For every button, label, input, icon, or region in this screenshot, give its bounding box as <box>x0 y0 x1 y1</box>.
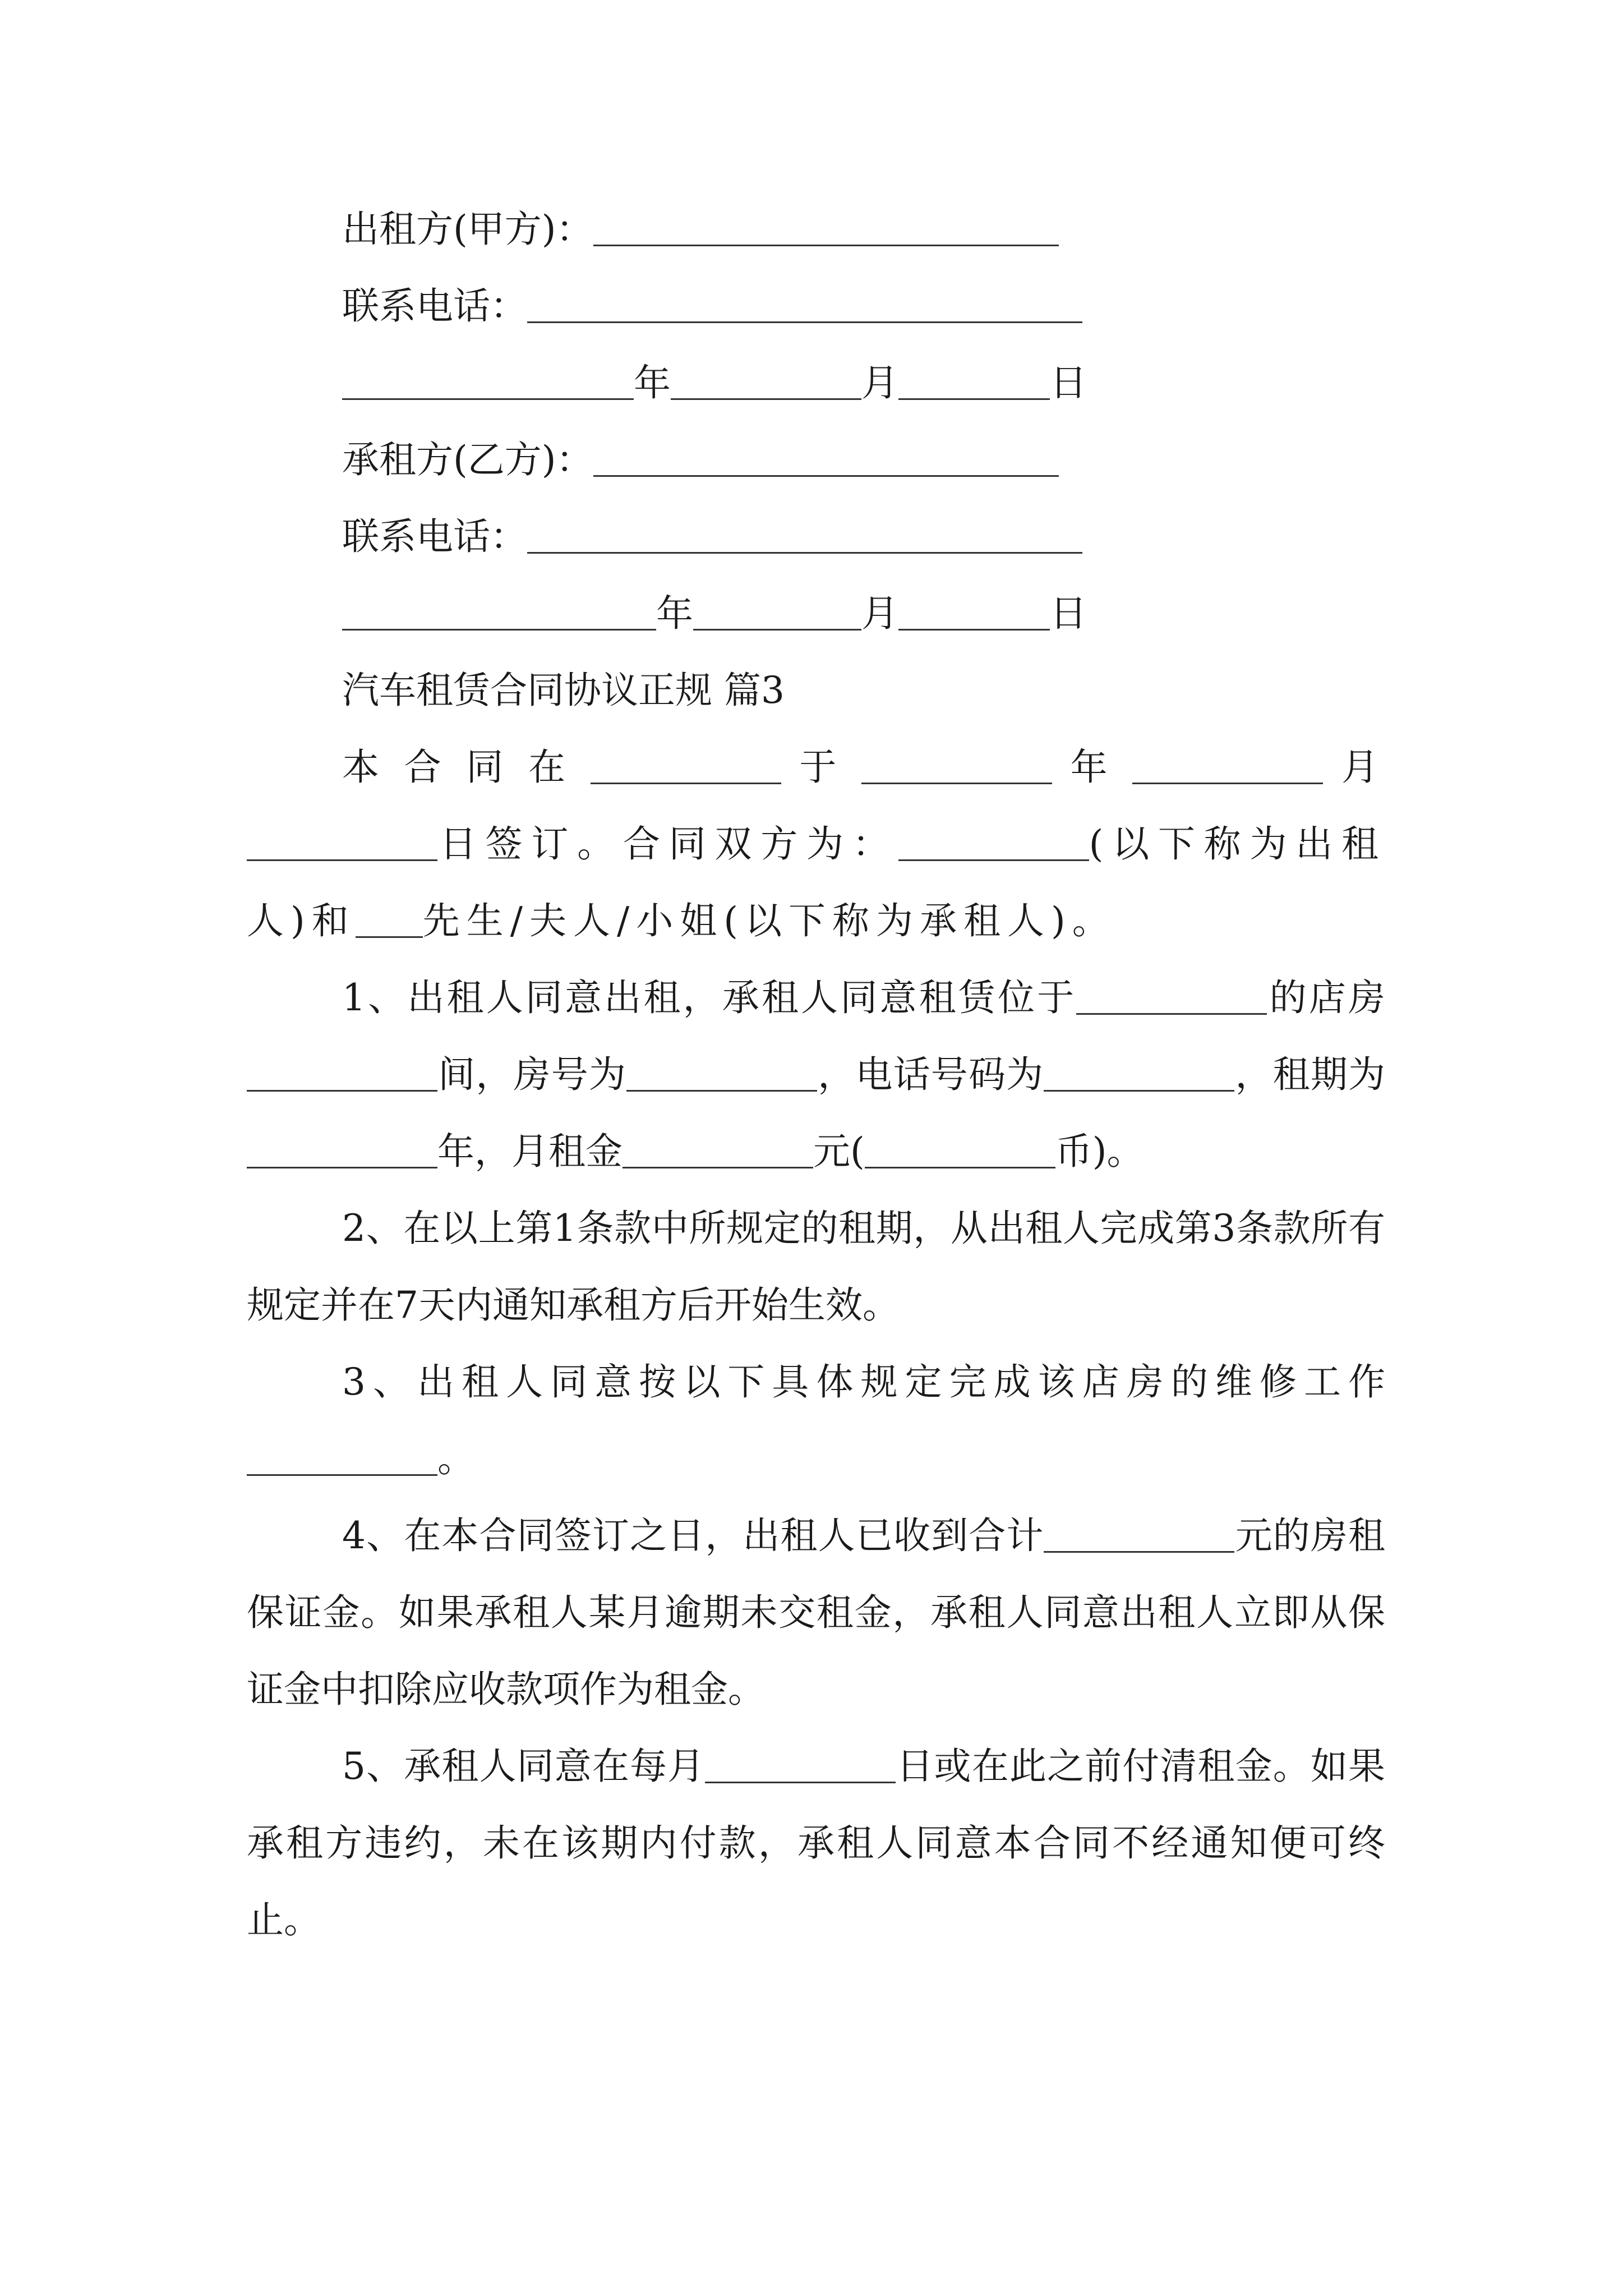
lessor-year-label: 年 <box>634 361 671 404</box>
lessee-label: 承租方(乙方)： <box>342 438 593 481</box>
lessor-phone-label: 联系电话： <box>342 284 527 328</box>
lessor-month-label: 月 <box>861 361 898 404</box>
lessor-label: 出租方(甲方)： <box>342 208 593 251</box>
rooms-blank[interactable] <box>247 1051 437 1092</box>
lessee-month-label: 月 <box>861 592 898 635</box>
clause-text: 4、在本合同签订之日，出租人已收到合计 <box>342 1514 1044 1557</box>
day-blank[interactable] <box>247 821 437 861</box>
clause-text: 日或在此之前付清租金。如果承租方违约，未在该期内付款，承租人同意本合同不经通知便可终止。 <box>247 1745 1385 1941</box>
clause-text: 5、承租人同意在每月 <box>342 1745 706 1788</box>
lessor-name-blank[interactable] <box>898 821 1089 861</box>
lessor-month-blank[interactable] <box>671 360 861 400</box>
intro-text: 本合同在 <box>342 746 591 789</box>
intro-text: 年 <box>1052 746 1133 789</box>
lessee-year-blank[interactable] <box>342 590 656 631</box>
clause-5 <box>247 1728 1385 1958</box>
lessee-phone-blank[interactable] <box>527 513 1082 554</box>
clause-2: 2、在以上第1条款中所规定的租期，从出租人完成第3条款所有规定并在7天内通知承租方后开始生效。 <box>247 1207 1385 1327</box>
clause-1 <box>247 959 1385 1190</box>
lessor-day-blank[interactable] <box>898 360 1050 400</box>
lessor-phone-blank[interactable] <box>527 283 1082 323</box>
intro-paragraph <box>247 729 1385 959</box>
repair-blank[interactable] <box>247 1435 437 1476</box>
clause-text: 间，房号为 <box>437 1053 627 1096</box>
lessor-day-label: 日 <box>1050 361 1087 404</box>
lessee-month-blank[interactable] <box>693 590 861 631</box>
clause-text: 。 <box>437 1437 474 1480</box>
section-title: 汽车租赁合同协议正规 篇3 <box>342 669 785 712</box>
clause-text: 的店房 <box>1267 976 1385 1019</box>
lessor-signature-line <box>247 191 1385 268</box>
clause-text: ，电话号码为 <box>817 1053 1044 1096</box>
clause-text: 年，月租金 <box>437 1130 623 1173</box>
clause-text: 3、出租人同意按以下具体规定完成该店房的维修工作 <box>342 1360 1385 1404</box>
currency-blank[interactable] <box>865 1128 1055 1168</box>
payment-day-blank[interactable] <box>705 1743 896 1783</box>
phone-number-blank[interactable] <box>1044 1051 1234 1092</box>
deposit-blank[interactable] <box>1044 1512 1234 1553</box>
lessee-name-blank[interactable] <box>356 898 423 938</box>
month-blank[interactable] <box>1132 744 1323 784</box>
lessee-phone-label: 联系电话： <box>342 515 527 558</box>
clause-text: 1、出租人同意出租，承租人同意租赁位于 <box>342 976 1077 1019</box>
rent-blank[interactable] <box>623 1128 813 1168</box>
intro-text: 月 <box>1323 746 1386 789</box>
clause-text: 元的房租保证金。如果承租人某月逾期未交租金，承租人同意出租人立即从保证金中扣除应收款项作为租金。 <box>247 1514 1386 1711</box>
lessor-blank[interactable] <box>593 206 1059 246</box>
clause-text: ，租期为 <box>1234 1053 1386 1096</box>
term-blank[interactable] <box>247 1128 437 1168</box>
clause-text: 币)。 <box>1055 1130 1144 1173</box>
lessee-day-label: 日 <box>1050 592 1087 635</box>
lessor-phone-line <box>247 268 1385 344</box>
lessee-signature-line <box>247 421 1385 498</box>
clause-4 <box>247 1497 1385 1728</box>
lessee-day-blank[interactable] <box>898 590 1050 631</box>
intro-text: 于 <box>781 746 862 789</box>
place-blank[interactable] <box>591 744 781 784</box>
location-blank[interactable] <box>1076 974 1267 1015</box>
intro-text: 日签订。合同双方为： <box>437 822 898 866</box>
intro-text: 先生/夫人/小姐(以下称为承租人)。 <box>422 899 1116 942</box>
year-blank[interactable] <box>861 744 1052 784</box>
lessee-year-label: 年 <box>656 592 693 635</box>
lessee-phone-line <box>247 498 1385 575</box>
lessee-date-line <box>247 575 1385 652</box>
clause-text: 元( <box>813 1130 865 1173</box>
lessee-blank[interactable] <box>593 436 1059 477</box>
intro-text: (以下称为出租人)和 <box>247 822 1386 942</box>
clause-3 <box>247 1343 1385 1497</box>
contract-page <box>247 191 1385 1958</box>
room-number-blank[interactable] <box>626 1051 817 1092</box>
lessor-year-blank[interactable] <box>342 360 634 400</box>
lessor-date-line <box>247 344 1385 421</box>
